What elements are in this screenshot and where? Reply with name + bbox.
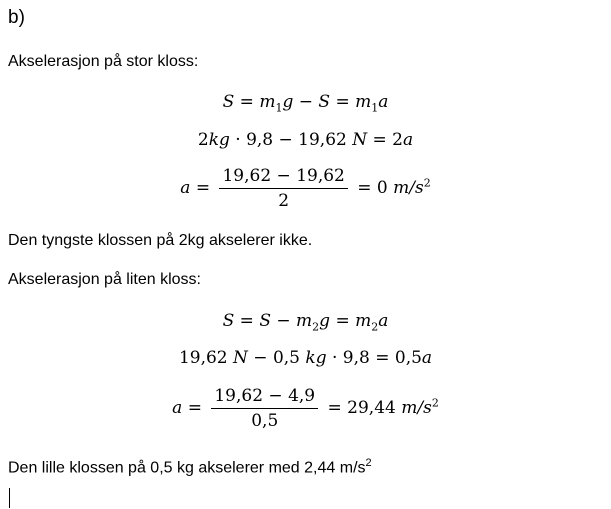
section2-title: Akselerasjon på liten kloss: — [8, 271, 201, 288]
equation-small-block-2: 19,62 N − 0,5 kg · 9,8 = 0,5a — [178, 348, 433, 368]
fraction: $\frac{19,62 - 4,9}{0,5}$ — [211, 386, 318, 431]
section2-conclusion: Den lille klossen på 0,5 kg akselerer med 2,44 $m/s^2$ — [8, 457, 372, 477]
equation-small-block-1: $S = S - m_2g = m_2a$ — [222, 311, 389, 334]
equation-large-block-3: a = $\frac{19,62 - 19,62}{2}$ = 0 $m/s^2$ — [180, 166, 431, 211]
fraction: $\frac{19,62 - 19,62}{2}$ — [219, 166, 347, 211]
text-cursor[interactable] — [9, 488, 10, 508]
section1-title: Akselerasjon på stor kloss: — [8, 53, 199, 70]
equation-large-block-1: $S = m_1g - S = m_1a$ — [222, 92, 389, 115]
section1-conclusion: Den tyngste klossen på 2kg akselerer ikke. — [8, 232, 313, 249]
section-heading: b) — [8, 7, 25, 28]
equation-large-block-2: 2kg · 9,8 − 19,62 N = 2a — [197, 130, 414, 150]
equation-small-block-3: a = $\frac{19,62 - 4,9}{0,5}$ = 29,44 $m/s^2$ — [172, 386, 439, 431]
